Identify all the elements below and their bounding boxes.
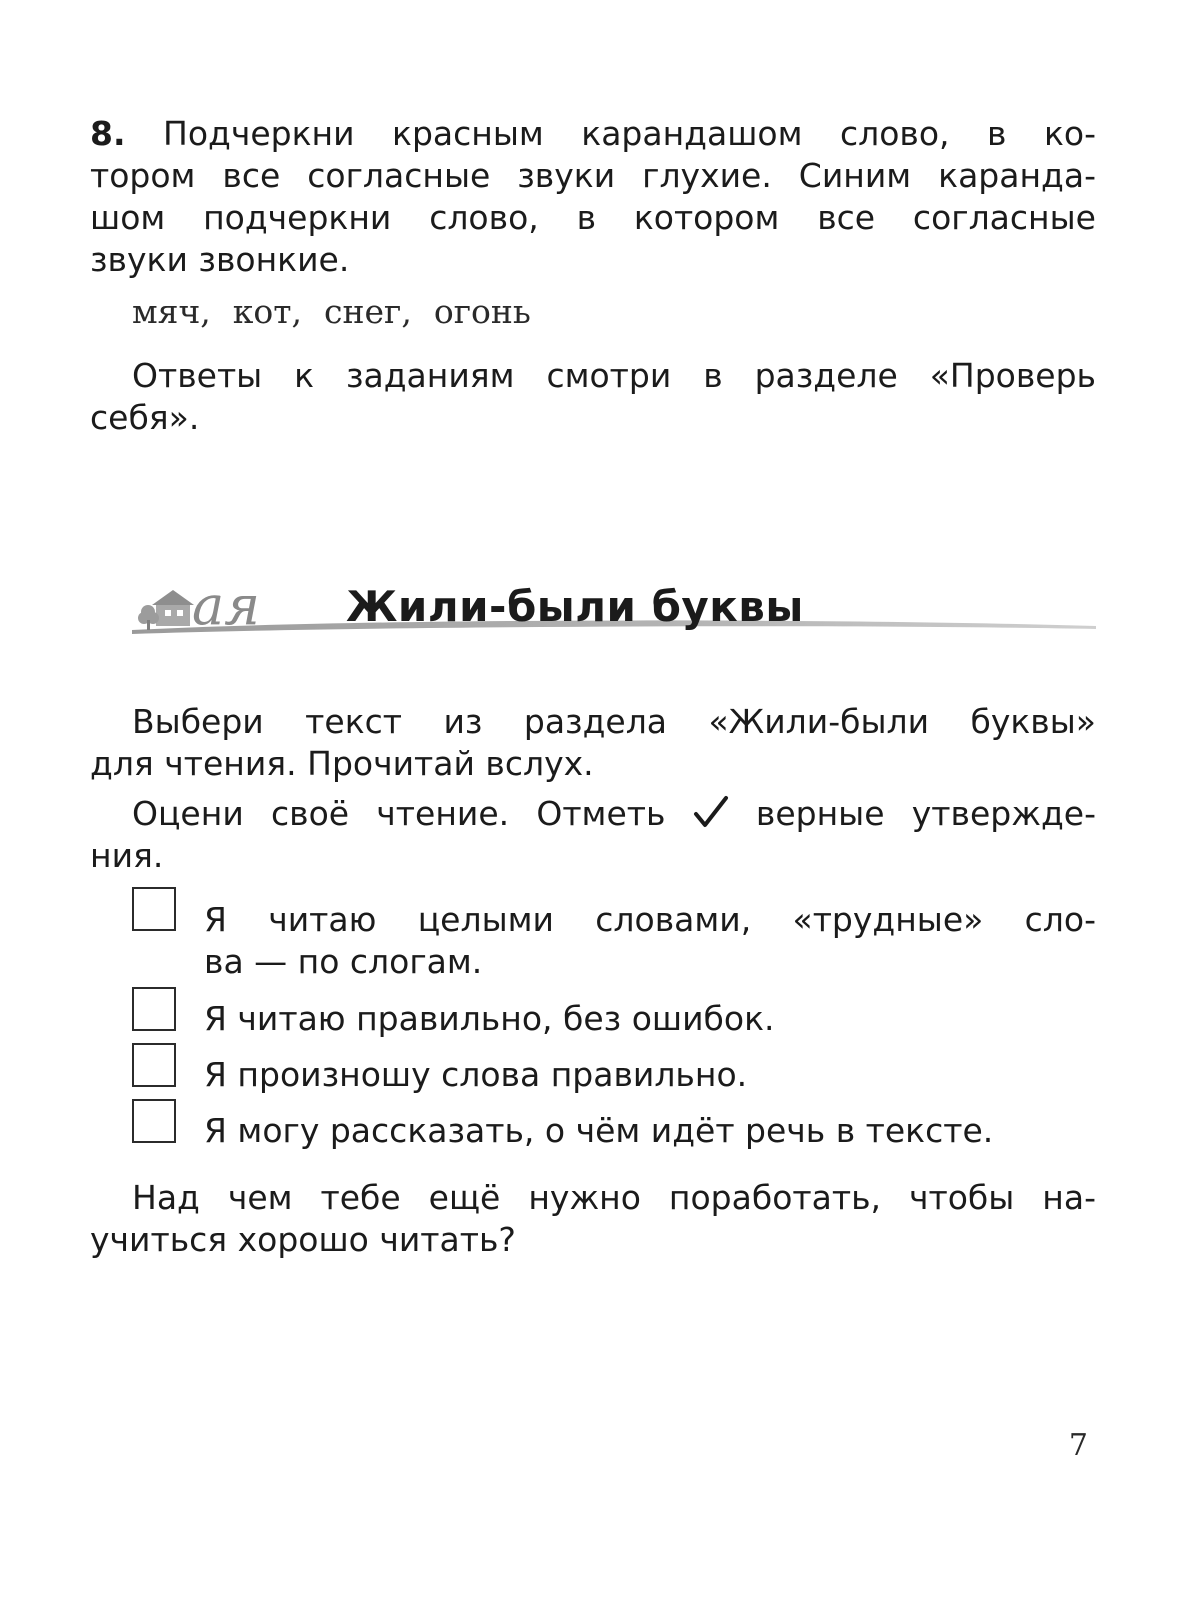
rate-line-1	[132, 792, 1096, 836]
statement-2-text: Я читаю правильно, без ошибок.	[204, 999, 775, 1038]
word-2[interactable]: кот,	[232, 292, 303, 331]
answers-note-line-1: Ответы к заданиям смотри в разделе «Проверь	[132, 356, 1096, 395]
statement-1-line-2: ва — по слогам.	[204, 942, 483, 981]
section-title: Жили-были буквы	[346, 582, 804, 631]
tree-icon	[138, 605, 159, 630]
word-1[interactable]: мяч,	[132, 292, 211, 331]
checkmark-icon	[693, 795, 729, 829]
rate-line-2: ния.	[90, 836, 164, 875]
question-line-2: учиться хорошо читать?	[90, 1220, 516, 1259]
statement-1-checkbox[interactable]	[132, 887, 176, 931]
rate-text-a: Оцени своё чтение. Отметь	[132, 794, 666, 833]
task-8-text-1: Подчеркни красным карандашом слово, в ко-	[163, 114, 1096, 153]
task-8-line-3: шом подчеркни слово, в котором все согласные	[90, 198, 1096, 237]
statement-2	[132, 987, 1096, 1038]
statement-1-line-1: Я читаю целыми словами, «трудные» сло-	[204, 900, 1096, 939]
task-number: 8.	[90, 114, 126, 153]
question-line-1: Над чем тебе ещё нужно поработать, чтобы на-	[132, 1178, 1096, 1217]
statement-3-text: Я произношу слова правильно.	[204, 1055, 748, 1094]
page-number: 7	[1068, 1428, 1088, 1463]
task-8-line-1	[90, 112, 1096, 156]
statement-4	[132, 1099, 1096, 1150]
statement-4-checkbox[interactable]	[132, 1099, 176, 1143]
answers-note-line-2: себя».	[90, 398, 200, 437]
reading-line-1: Выбери текст из раздела «Жили-были буквы»	[132, 702, 1096, 741]
statement-2-checkbox[interactable]	[132, 987, 176, 1031]
task-8-line-2: тором все согласные звуки глухие. Синим каранда-	[90, 156, 1096, 195]
section-header	[132, 574, 1096, 656]
statement-4-text: Я могу рассказать, о чём идёт речь в тексте.	[204, 1111, 994, 1150]
statement-3-checkbox[interactable]	[132, 1043, 176, 1087]
task-8-line-4: звуки звонкие.	[90, 240, 350, 279]
rate-text-b: верные утвержде-	[755, 794, 1096, 833]
task-8-words	[132, 290, 531, 334]
word-4[interactable]: огонь	[433, 292, 531, 331]
word-3[interactable]: снег,	[324, 292, 412, 331]
reading-line-2: для чтения. Прочитай вслух.	[90, 744, 594, 783]
logo-letter-a: ая	[192, 574, 260, 637]
statement-1	[132, 887, 1096, 981]
statement-3	[132, 1043, 1096, 1094]
